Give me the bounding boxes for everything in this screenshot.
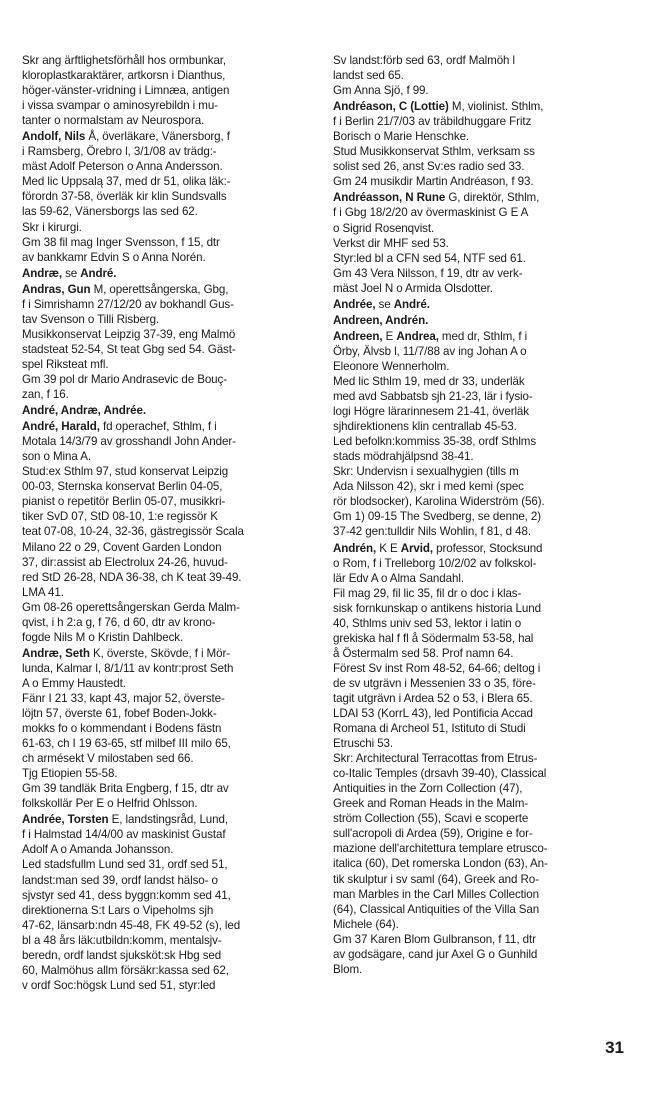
entry-line: Gm 1) 09-15 The Svedberg, se denne, 2) bbox=[333, 510, 542, 524]
entry-line: sjhdirektionens klin centrallab 45-53. bbox=[333, 420, 517, 434]
entry-line: landst sed 65. bbox=[333, 69, 404, 83]
entry-line: Fil mag 29, fil lic 35, fil dr o doc i klas- bbox=[333, 586, 522, 600]
entry-headword: Andræ, Seth bbox=[22, 646, 90, 660]
right-column bbox=[333, 53, 621, 978]
entry-headword: Andréasson, N Rune bbox=[333, 191, 446, 205]
entry-line: Sv landst:förb sed 63, ordf Malmöh l bbox=[333, 54, 515, 67]
entry-text: E bbox=[382, 329, 397, 343]
entry-line: Blom. bbox=[333, 962, 363, 976]
entry-line: logi Högre lärarinnesem 21-41, överläk bbox=[333, 405, 529, 419]
entry-text: G, direktör, Sthlm, bbox=[445, 191, 540, 205]
entry-line bbox=[22, 282, 310, 297]
entry-line: Fänr I 21 33, kapt 43, major 52, överste- bbox=[22, 691, 225, 705]
entry-line: Motala 14/3/79 av grosshandl John Ander- bbox=[22, 435, 236, 449]
entry-headword: Andréason, C (Lottie) bbox=[333, 100, 449, 114]
entry-line: sull'acropoli di Ardea (59), Origine e for- bbox=[333, 827, 533, 841]
entry-headword-given-name: Andrea, bbox=[396, 329, 439, 343]
entry-line: stads mödrahjälpsnd 38-41. bbox=[333, 450, 474, 464]
entry-line: mazione dell'architettura templare etrusco- bbox=[333, 842, 548, 856]
entry-line: mokks fo o kommendant i Bodens fästn bbox=[22, 722, 222, 736]
entry-text: K, överste, Skövde, f i Mör- bbox=[89, 646, 230, 660]
entry-line bbox=[333, 99, 621, 114]
entry-line: Michele (64). bbox=[333, 917, 399, 931]
entry-line: Tjg Etiopien 55-58. bbox=[22, 767, 118, 781]
entry-text: se bbox=[375, 297, 394, 311]
entry-text: Å, överläkare, Vänersborg, f bbox=[85, 130, 230, 144]
entry-line: LDAI 53 (KorrL 43), led Pontificia Accad bbox=[333, 707, 533, 721]
entry-line: kloroplastkaraktärer, artkorsn i Dianthus, bbox=[22, 69, 226, 83]
entry-line: tiker SvD 07, StD 08-10, 1:e regissör K bbox=[22, 510, 218, 524]
entry-line: Eleonore Wennerholm. bbox=[333, 359, 450, 373]
entry-line bbox=[333, 297, 621, 312]
entry-line bbox=[333, 190, 621, 205]
entry-line: lär Edv A o Alma Sandahl. bbox=[333, 571, 464, 585]
entry-line: beredn, ordf landst sjuksköt:sk Hbg sed bbox=[22, 948, 222, 962]
entry-line: mäst Adolf Peterson o Anna Andersson. bbox=[22, 160, 223, 174]
entry-line: Gm 39 tandläk Brita Engberg, f 15, dtr av bbox=[22, 782, 229, 796]
entry-line: höger-vänster-vridning i Limnæa, antigen bbox=[22, 84, 230, 98]
entry-line: Med lic Sthlm 19, med dr 33, underläk bbox=[333, 374, 525, 388]
entry-text: E, landstingsråd, Lund, bbox=[108, 813, 228, 827]
entry-line: pianist o repetitör Berlin 05-07, musikkri- bbox=[22, 495, 226, 509]
entry-line: Led befolkn:kommiss 35-38, ordf Sthlms bbox=[333, 435, 537, 449]
entry-line: 37, dir:assist ab Electrolux 24-26, huvud- bbox=[22, 555, 228, 569]
entry-line: Musikkonservat Leipzig 37-39, eng Malmö bbox=[22, 327, 236, 341]
entry-line: Skr: Undervisn i sexualhygien (tills m bbox=[333, 465, 519, 479]
entry-line bbox=[333, 329, 621, 344]
entry-line: i Ramsberg, Örebro l, 3/1/08 av trädg:- bbox=[22, 145, 217, 159]
entry-line: folkskollär Per E o Helfrid Ohlsson. bbox=[22, 797, 198, 811]
entry-andree-ref bbox=[333, 297, 621, 312]
entry-line: Romana di Archeol 51, Istituto di Studi bbox=[333, 722, 526, 736]
entry-line: 00-03, Sternska konservat Berlin 04-05, bbox=[22, 480, 223, 494]
entry-line: italica (60), Det romerska London (63), An- bbox=[333, 857, 548, 871]
entry-headword: Andrée, Torsten bbox=[22, 813, 109, 827]
entry-line: Förest Sv inst Rom 48-52, 64-66; deltog i bbox=[333, 661, 541, 675]
entry-line: Etruschi 53. bbox=[333, 737, 394, 751]
entry-line: solist sed 26, anst Sv:es radio sed 33. bbox=[333, 160, 525, 174]
entry-line: av godsägare, cand jur Axel G o Gunhild bbox=[333, 947, 538, 961]
entry-line: qvist, i h 2:a g, f 76, d 60, dtr av krono- bbox=[22, 615, 216, 629]
entry-line: fogde Nils M o Kristin Dahlbeck. bbox=[22, 630, 184, 644]
entry-headword: Andolf, Nils bbox=[22, 130, 86, 144]
entry-line: Borisch o Marie Henschke. bbox=[333, 130, 470, 144]
entry-andras-gun bbox=[22, 282, 310, 402]
entry-text: K E bbox=[376, 541, 401, 555]
entry-line bbox=[22, 419, 310, 434]
entry-headword: Andreen, bbox=[333, 329, 383, 343]
entry-line: Gm 08-26 operettsångerskan Gerda Malm- bbox=[22, 600, 240, 614]
entry-headword: Andras, Gun bbox=[22, 282, 91, 296]
entry-line: spel Riksteat mfl. bbox=[22, 357, 109, 371]
entry-line: tagit utgrävn i Ardea 52 o 53, i Blera 65. bbox=[333, 691, 533, 705]
entry-line: Antiquities in the Zorn Collection (47), bbox=[333, 782, 523, 796]
entry-cross-reference: André. bbox=[80, 266, 117, 280]
entry-line: (64), Classical Antiquities of the Villa San bbox=[333, 902, 540, 916]
entry-text: M, violinist. Sthlm, bbox=[448, 100, 544, 114]
entry-line: son o Mina A. bbox=[22, 450, 91, 464]
entry-line: Gm 24 musikdir Martin Andréason, f 93. bbox=[333, 175, 534, 189]
entry-line: f i Berlin 21/7/03 av träbildhuggare Fritz bbox=[333, 115, 532, 129]
entry-line: Milano 22 o 29, Covent Garden London bbox=[22, 540, 222, 554]
entry-andolf-nils bbox=[22, 129, 310, 264]
entry-line: Gm Anna Sjö, f 99. bbox=[333, 84, 429, 98]
entry-line: f i Simrishamn 27/12/20 av bokhandl Gus- bbox=[22, 297, 234, 311]
entry-line: o Sigrid Rosenqvist. bbox=[333, 221, 435, 235]
entry-line: 60, Malmöhus allm försäkr:kassa sed 62, bbox=[22, 963, 229, 977]
entry-line: Gm 38 fil mag Inger Svensson, f 15, dtr bbox=[22, 235, 220, 249]
entry-line: tik skulptur i sv saml (64), Greek and Ro- bbox=[333, 872, 539, 886]
entry-andre-group bbox=[22, 403, 310, 418]
entry-cross-reference: André. bbox=[393, 297, 430, 311]
entry-line: Verkst dir MHF sed 53. bbox=[333, 236, 449, 250]
entry-line: Ada Nilsson 42), skr i med kemi (spec bbox=[333, 480, 524, 494]
entry-line: Stud Musikkonservat Sthlm, verksam ss bbox=[333, 145, 535, 159]
entry-line: sjvstyr sed 41, dess byggn:komm sed 41, bbox=[22, 888, 231, 902]
entry-line: man Marbles in the Carl Milles Collection bbox=[333, 887, 539, 901]
entry-andreason-lottie bbox=[333, 99, 621, 189]
entry-line: Skr i kirurgi. bbox=[22, 220, 82, 234]
entry-line: red StD 26-28, NDA 36-38, ch K teat 39-49. bbox=[22, 570, 242, 584]
entry-line: direktionerna S:t Lars o Vipeholms sjh bbox=[22, 903, 214, 917]
entry-andren-arvid bbox=[333, 541, 621, 977]
entry-headword-given-name: Arvid, bbox=[400, 541, 434, 555]
page-number: 31 bbox=[605, 1038, 624, 1057]
entry-headword: André, Andræ, Andrée. bbox=[22, 404, 146, 418]
entry-text: fd operachef, Sthlm, f i bbox=[99, 420, 217, 434]
entry-andre-harald bbox=[22, 419, 310, 645]
entry-line: tav Svenson o Tilli Risberg. bbox=[22, 312, 160, 326]
entry-line: landst:man sed 39, ordf landst hälso- o bbox=[22, 873, 218, 887]
entry-line: Skr: Architectural Terracottas from Etrus- bbox=[333, 752, 538, 766]
entry-line: rör blodsocker), Karolina Widerström (56). bbox=[333, 495, 545, 509]
entry-continuation bbox=[22, 53, 310, 128]
entry-andrae-ref bbox=[22, 266, 310, 281]
entry-line: zan, f 16. bbox=[22, 388, 69, 402]
entry-line: de sv utgrävn i Messenien 33 o 35, före- bbox=[333, 676, 536, 690]
entry-line: f i Gbg 18/2/20 av övermaskinist G E A bbox=[333, 206, 529, 220]
entry-line: Gm 37 Karen Blom Gulbranson, f 11, dtr bbox=[333, 932, 536, 946]
entry-headword: Andrée, bbox=[333, 297, 376, 311]
entry-line: i vissa svampar o aminosyrebildn i mu- bbox=[22, 99, 218, 113]
entry-line: teat 07-08, 10-24, 32-36, gästregissör Scala bbox=[22, 525, 244, 539]
entry-line: Styr:led bl a CFN sed 54, NTF sed 61. bbox=[333, 251, 526, 265]
entry-text: se bbox=[61, 266, 81, 280]
entry-line: 40, Sthlms univ sed 53, lektor i latin o bbox=[333, 616, 522, 630]
entry-line: Skr ang ärftlighetsförhåll hos ormbunkar, bbox=[22, 54, 227, 67]
entry-line: 61-63, ch I 19 63-65, stf milbef III milo 65, bbox=[22, 737, 231, 751]
entry-andrae-seth bbox=[22, 646, 310, 812]
entry-line: A o Emmy Haustedt. bbox=[22, 676, 126, 690]
entry-line: tanter o normalstam av Neurospora. bbox=[22, 114, 205, 128]
entry-line: lunda, Kalmar l, 8/1/11 av kontr:prost Seth bbox=[22, 661, 234, 675]
left-column bbox=[22, 53, 310, 994]
entry-headword: Andreen, Andrén. bbox=[333, 313, 429, 327]
entry-line: Adolf A o Amanda Johansson. bbox=[22, 843, 174, 857]
entry-line: ström Collection (55), Scavi e scoperte bbox=[333, 812, 529, 826]
entry-continuation bbox=[333, 53, 621, 98]
entry-text: med dr, Sthlm, f i bbox=[438, 329, 528, 343]
entry-line: sisk fornkunskap o antikens historia Lund bbox=[333, 601, 541, 615]
entry-line: grekiska hal f fl å Södermalm 53-58, hal bbox=[333, 631, 534, 645]
entry-line: 47-62, länsarb:ndn 45-48, FK 49-52 (s), led bbox=[22, 918, 241, 932]
entry-andreen-andrea bbox=[333, 329, 621, 540]
entry-andree-torsten bbox=[22, 812, 310, 993]
entry-line: Stud:ex Sthlm 97, stud konservat Leipzig bbox=[22, 465, 229, 479]
entry-line: Med lic Uppsalą 37, med dr 51, olika läk:- bbox=[22, 175, 231, 189]
entry-line: o Rom, f i Trelleborg 10/2/02 av folkskol- bbox=[333, 556, 537, 570]
entry-line: med avd Sabbatsb sjh 21-23, lär i fysio- bbox=[333, 390, 533, 404]
entry-line: Örby, Älvsb l, 11/7/88 av ing Johan A o bbox=[333, 344, 527, 358]
entry-headword: Andræ, bbox=[22, 266, 62, 280]
entry-line: Greek and Roman Heads in the Malm- bbox=[333, 797, 529, 811]
entry-line: å Östermalm sed 58. Prof namn 64. bbox=[333, 646, 514, 660]
entry-line: las 59-62, Vänersborgs las sed 62. bbox=[22, 205, 198, 219]
entry-line: Led stadsfullm Lund sed 31, ordf sed 51, bbox=[22, 858, 228, 872]
entry-line: förordn 37-58, överläk kir klin Sundsvalls bbox=[22, 190, 227, 204]
entry-line bbox=[22, 646, 310, 661]
entry-line: f i Halmstad 14/4/00 av maskinist Gustaf bbox=[22, 828, 226, 842]
entry-line: stadsteat 52-54, St teat Gbg sed 54. Gäst- bbox=[22, 342, 236, 356]
entry-line bbox=[22, 266, 310, 281]
entry-line: ch armésekt V milostaben sed 66. bbox=[22, 752, 194, 766]
entry-line: bl a 48 års läk:utbildn:komm, mentalsjv- bbox=[22, 933, 222, 947]
entry-line: Gm 39 pol dr Mario Andrasevic de Bouç- bbox=[22, 372, 227, 386]
entry-andreen-group bbox=[333, 313, 621, 328]
entry-text: M, operettsångerska, Gbg, bbox=[90, 282, 229, 296]
entry-line bbox=[333, 541, 621, 556]
entry-headword: Andrén, bbox=[333, 541, 377, 555]
entry-text: professor, Stocksund bbox=[433, 541, 543, 555]
entry-line: LMA 41. bbox=[22, 585, 64, 599]
entry-line: Gm 43 Vera Nilsson, f 19, dtr av verk- bbox=[333, 266, 523, 280]
entry-line: 37-42 gen:tulldir Nils Wohlin, f 81, d 48. bbox=[333, 525, 531, 539]
entry-line: mäst Joel N o Armida Olsdotter. bbox=[333, 281, 493, 295]
entry-line bbox=[22, 812, 310, 827]
entry-andreasson-rune bbox=[333, 190, 621, 295]
entry-line: av bankkamr Edvin S o Anna Norén. bbox=[22, 250, 206, 264]
entry-line: v ordf Soc:högsk Lund sed 51, styr:led bbox=[22, 978, 216, 992]
entry-line: co-Italic Temples (drsavh 39-40), Classical bbox=[333, 767, 547, 781]
entry-headword: André, Harald, bbox=[22, 420, 100, 434]
entry-line bbox=[22, 129, 310, 144]
entry-line: löjtn 57, överste 61, fobef Boden-Jokk- bbox=[22, 707, 217, 721]
